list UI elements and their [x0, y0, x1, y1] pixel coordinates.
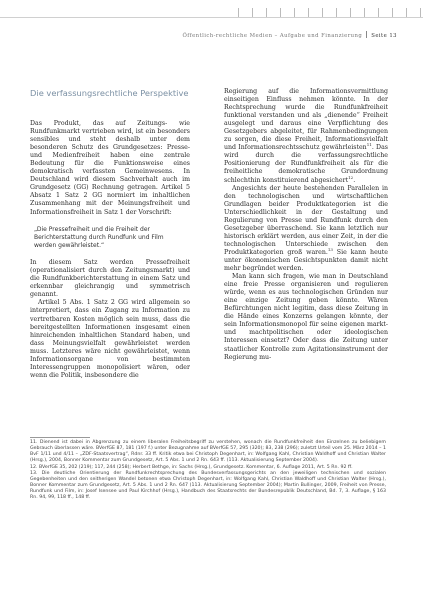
paragraph: Artikel 5 Abs. 1 Satz 2 GG wird allgemein so interpretiert, dass ein Zugang zu Information zu vertretbaren Kosten möglich sein muss, dass die bereitgestellten Informationen insgesamt einen hinreichenden inhaltlichen Standard haben, und dass Meinungsvielfalt gewährleistet werden muss. Letzteres wäre nicht gewährleistet, wenn Informationsorgane von bestimmten Interessengruppen monopolisiert wären, oder wenn die Politik, insbesondere die — [30, 299, 190, 379]
footnote: 11. Dienend ist dabei in Abgrenzung zu einem liberalen Freiheitsbegriff zu verstehen, wonach die Rundfunkfreiheit den Einzelnen zu beliebigem Gebrauch überlassen wäre. BVerfGE 87, 181 (197 f.) unter Bezugnahme auf BVerfGE 57, 295 (320); 83, 238 (296); zuletzt Urteil vom 25. März 2014 – 1 BvF 1/11 und 4/11 – „ZDF-Staatsvertrag“, Rdnr. 33 ff. Kritik etwa bei Christoph Degenhart, in: Wolfgang Kahl, Christian Waldhoff und Christian Walter (Hrsg.), 2004, Bonner Kommentar zum Grundgesetz, Art. 5 Abs. 1 und 2 Rn. 643 ff. (113. Aktualisierung September 2004). — [30, 440, 386, 464]
left-column — [30, 120, 190, 380]
paragraph — [224, 88, 388, 185]
running-title: Öffentlich-rechtliche Medien – Aufgabe und Finanzierung — [182, 33, 363, 39]
paragraph-text: . Das wird durch die verfassungsrechtliche Positionierung der Rundfunkfreiheit als für die freiheitliche demokratische Grundordnung schlechthin konstituierend abgesichert — [224, 144, 389, 184]
page-number: Seite 13 — [371, 33, 397, 39]
running-header — [182, 31, 397, 39]
paragraph-text: Angesichts der heute bestehenden Parallelen in den technologischen und wirtschaftlichen Grundlagen beider Produktkategorien ist die Unterschiedlichkeit in der Gestaltung und Regulierung von Presse und Rundfunk durch den Gesetzgeber überraschend. Sie kann letztlich nur historisch erklärt werden, aus einer Zeit, in der die technologischen Unterschiede zwischen den Produktkategorien groß waren. — [224, 184, 388, 256]
paragraph: In diesem Satz werden Pressefreiheit (operationalisiert durch den Zeitungsmarkt) und die Rundfunkberichterstattung in einem Satz und erkennbar gleichrangig und symmetrisch genannt. — [30, 259, 190, 299]
paragraph: Das Produkt, das auf Zeitungs- wie Rundfunkmarkt vertrieben wird, ist ein besonders sensibles und steht deshalb unter dem besonderen Schutz des Grundgesetzes: Presse- und Medienfreiheit haben eine zentrale Bedeutung für die Funktionsweise eines demokratisch verfassten Gemeinwesens. In Deutschland wird diesem Sachverhalt auch im Grundgesetz (GG) Rechnung getragen. Artikel 5 Absatz 1 Satz 2 GG normiert im inhaltlichen Zusammenhang mit der Meinungsfreiheit und Informationsfreiheit in Satz 1 der Vorschrift: — [30, 120, 190, 216]
right-column — [224, 88, 388, 362]
section-heading: Die verfassungsrechtliche Perspektive — [30, 88, 189, 98]
paragraph-text: . — [353, 176, 356, 184]
paragraph-text: Sie kann heute unter ökonomischen Gesichtspunkten damit nicht mehr begründet werden. — [224, 248, 389, 273]
block-quote: „Die Pressefreiheit und die Freiheit der Berichterstattung durch Rundfunk und Film werden gewährleistet.“ — [34, 225, 164, 249]
footnotes — [30, 440, 386, 502]
paragraph-text: Regierung auf die Informationsvermittlung einseitigen Einfluss nehmen könnte. In der Rechtsprechung wurde die Rundfunkfreiheit funktional verstanden und als „dienende“ Freiheit ausgelegt und daraus eine Verpflichtung des Gesetzgebers abgeleitet, für Rahmenbedingungen zu sorgen, die diese Freiheit, Informationsvielfalt und Informationsrechtsschutz gewährleisten — [224, 88, 388, 152]
footnote: 13. Die deutliche Orientierung der Rundfunkrechtsprechung des Bundesverfassungsgerichts an den jeweiligen technischen und sozialen Gegebenheiten und den seitherigen Wandel betonen etwa Christoph Degenhart, in: Wolfgang Kahl, Christian Waldhoff und Christian Walter (Hrsg.), Bonner Kommentar zum Grundgesetz, Art. 5 Abs. 1 und 2 Rn. 647 (113. Aktualisierung September 2004); Martin Bullinger, 2009, Freiheit von Presse, Rundfunk und Film, in: Josef Isensee und Paul Kirchhof (Hrsg.), Handbuch des Staatsrechts der Bundesrepublik Deutschland, Bd. 7, 3. Auflage, § 163 Rn. 94, 99, 118 ff., 148 ff. — [30, 471, 386, 501]
header-decoration — [238, 8, 423, 17]
paragraph — [224, 185, 388, 274]
footnote-ref[interactable]: 13 — [327, 246, 333, 252]
footnote-ref[interactable]: 12 — [348, 174, 354, 180]
header-rule — [0, 17, 423, 18]
header-separator — [366, 31, 367, 38]
paragraph: Man kann sich fragen, wie man in Deutschland eine freie Presse organisieren und regulieren würde, wenn es aus technologischen Gründen nur eine einzige Zeitung geben könnte. Wären Befürchtungen nicht legitim, dass diese Zeitung in die Hände eines Konzerns gelangen könnte, der sein Informationsmonopol für seine eigenen markt- und machtpolitischen oder ideologischen Interessen einsetzt? Oder dass die Zeitung unter staatlicher Kontrolle zum Agitationsinstrument der Regierung mu- — [224, 273, 388, 361]
footnote-ref[interactable]: 11 — [366, 142, 372, 148]
footnote-rule — [30, 437, 90, 438]
footnote: 12. BVerfGE 35, 202 (219); 117, 244 (258); Herbert Bethge, in: Sachs (Hrsg.), Grundgesetz. Kommentar, 6. Auflage 2011, Art. 5 Rn. 92 ff. — [30, 464, 353, 470]
